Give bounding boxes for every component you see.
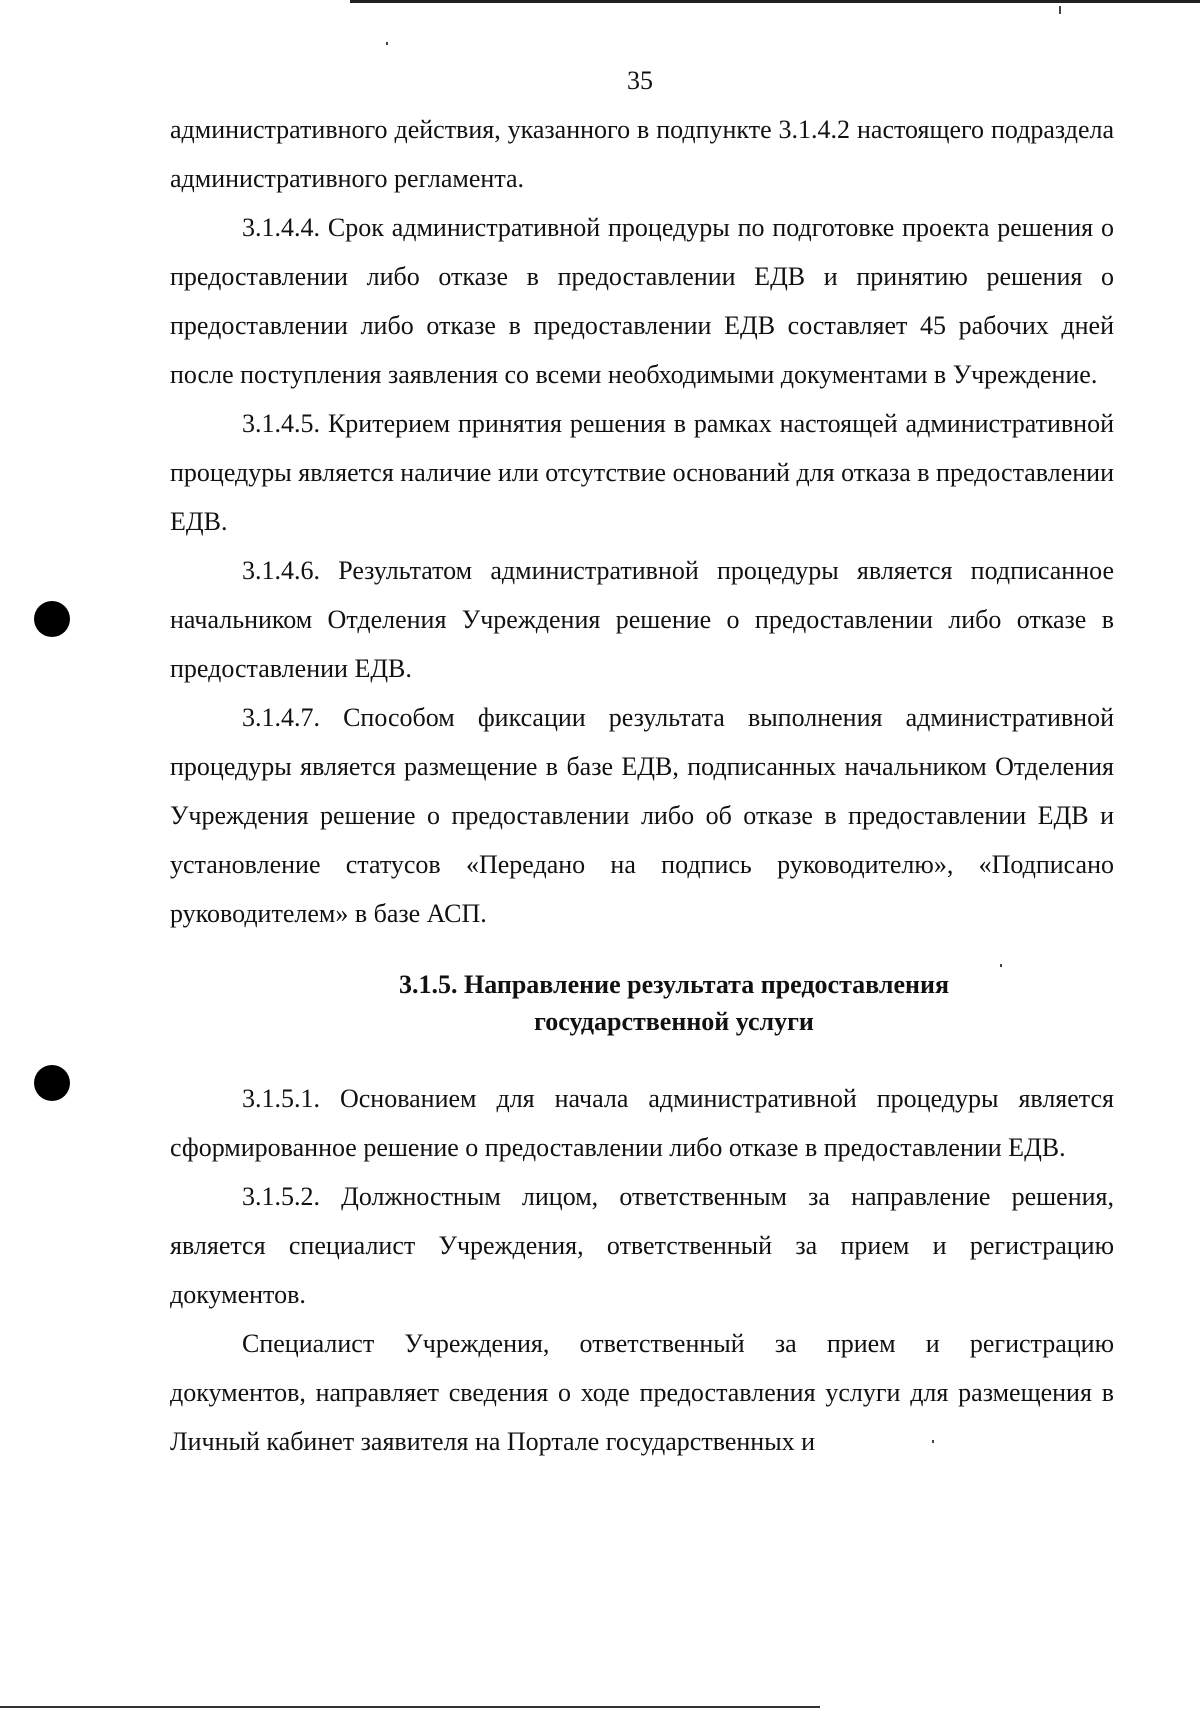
scan-border-bottom — [0, 1706, 820, 1708]
scan-speck — [386, 42, 388, 45]
paragraph: 3.1.5.1. Основанием для начала административной процедуры является сформированное решение о предоставлении либо отказе в предоставлении ЕДВ. — [170, 1084, 1114, 1162]
paragraph: административного действия, указанного в подпункте 3.1.4.2 настоящего подраздела административного регламента. — [170, 115, 1114, 193]
page-number: 35 — [627, 66, 653, 95]
paragraph: 3.1.5.2. Должностным лицом, ответственным за направление решения, является специалист Учреждения, ответственный за прием и регистрацию документов. — [170, 1182, 1114, 1309]
section-heading — [170, 966, 1114, 1040]
section-heading-line: 3.1.5. Направление результата предоставления — [398, 970, 950, 999]
paragraph: 3.1.4.6. Результатом административной процедуры является подписанное начальником Отделения Учреждения решение о предоставлении либо отказе в предоставлении ЕДВ. — [170, 556, 1114, 683]
punch-hole-mark — [34, 1065, 70, 1101]
paragraph: 3.1.4.4. Срок административной процедуры по подготовке проекта решения о предоставлении либо отказе в предоставлении ЕДВ и принятию решения о предоставлении либо отказе в предоставлении ЕДВ составляет 45 рабочих дней после поступления заявления со всеми необходимыми документами в Учреждение. — [170, 213, 1114, 389]
paragraph: 3.1.4.7. Способом фиксации результата выполнения административной процедуры является размещение в базе ЕДВ, подписанных начальником Отделения Учреждения решение о предоставлении либо об отказе в предоставлении ЕДВ и установление статусов «Передано на подпись руководителю», «Подписано руководителем» в базе АСП. — [170, 703, 1114, 928]
section-heading-line: государственной услуги — [534, 1007, 814, 1036]
paragraph: Специалист Учреждения, ответственный за прием и регистрацию документов, направляет сведения о ходе предоставления услуги для размещения в Личный кабинет заявителя на Портале государственных и — [170, 1329, 1114, 1456]
document-body — [170, 105, 1114, 1466]
scan-speck — [1059, 6, 1061, 14]
scan-border-top — [350, 0, 1200, 3]
paragraph: 3.1.4.5. Критерием принятия решения в рамках настоящей административной процедуры является наличие или отсутствие оснований для отказа в предоставлении ЕДВ. — [170, 409, 1114, 536]
punch-hole-mark — [34, 601, 70, 637]
